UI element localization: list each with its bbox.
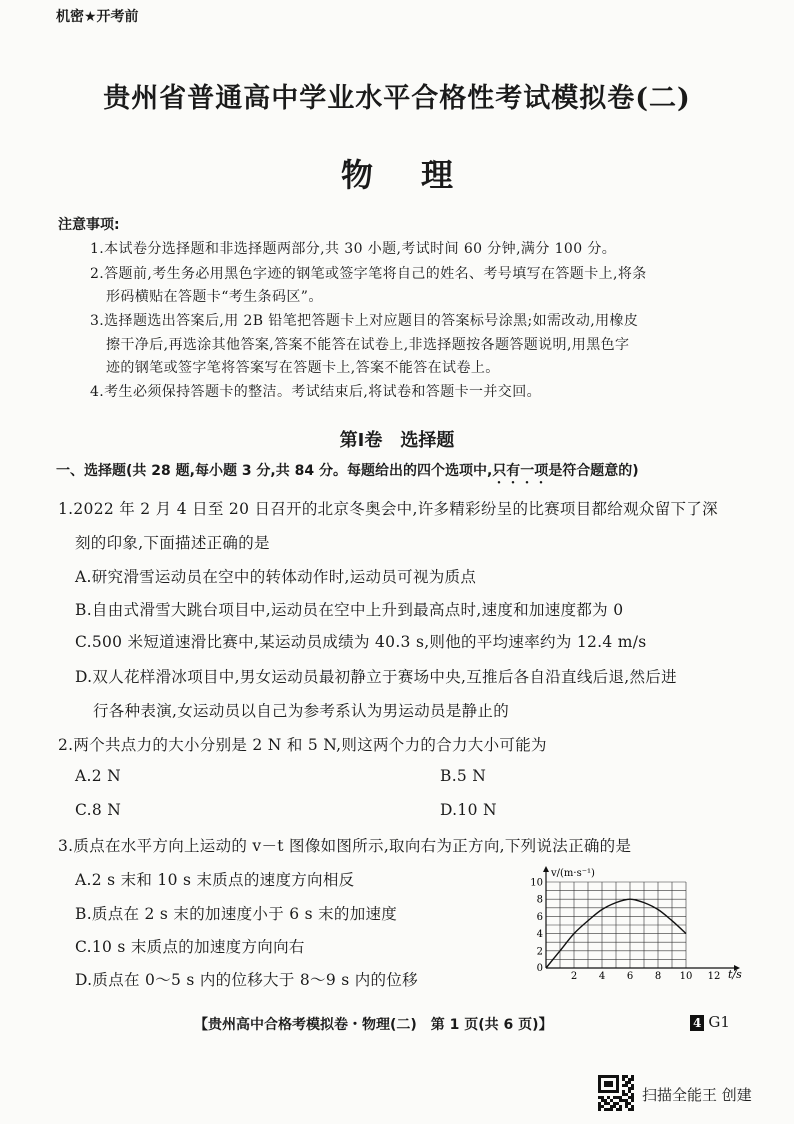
subject-title: 物理: [340, 156, 501, 194]
question-3-stem: 3.质点在水平方向上运动的 v－t 图像如图所示,取向右为正方向,下列说法正确的是: [58, 837, 632, 855]
question-3-option-b: B.质点在 2 s 末的加速度小于 6 s 末的加速度: [75, 905, 398, 923]
x-axis-label: t/s: [728, 968, 742, 980]
question-2-option-d: D.10 N: [440, 801, 497, 819]
section-desc-part: 一、选择题(共 28 题,每小题 3 分,共 84 分。每题给出的四个选项中,: [56, 463, 493, 479]
y-tick-label: 2: [536, 946, 543, 958]
question-2-option-c: C.8 N: [75, 801, 122, 819]
question-1-stem: 1.2022 年 2 月 4 日至 20 日召开的北京冬奥会中,许多精彩纷呈的比赛项目都给观众留下了深: [58, 500, 718, 518]
y-tick-label: 8: [536, 894, 543, 906]
x-tick-label: 8: [654, 971, 662, 980]
section-desc-part: 是符合题意的): [548, 463, 639, 479]
notice-line: 迹的钢笔或签字笔将答案写在答题卡上,答案不能答在试卷上。: [106, 360, 500, 376]
question-1-stem: 刻的印象,下面描述正确的是: [75, 534, 270, 552]
notice-line: 2.答题前,考生务必用黑色字迹的钢笔或签字笔将自己的姓名、考号填写在答题卡上,将条: [90, 266, 647, 282]
question-3-option-d: D.质点在 0～5 s 内的位移大于 8～9 s 内的位移: [75, 971, 418, 989]
exam-title: 贵州省普通高中学业水平合格性考试模拟卷(二): [103, 83, 691, 114]
notice-line: 4.考生必须保持答题卡的整洁。考试结束后,将试卷和答题卡一并交回。: [90, 384, 542, 400]
page-footer: 【贵州高中合格考模拟卷・物理(二) 第 1 页(共 6 页)】: [194, 1017, 553, 1033]
section-description: [56, 460, 639, 487]
notice-line: 1.本试卷分选择题和非选择题两部分,共 30 小题,考试时间 60 分钟,满分 100 分。: [90, 241, 617, 257]
question-1-option-c: C.500 米短道速滑比赛中,某运动员成绩为 40.3 s,则他的平均速率约为 12.4 m/s: [75, 633, 647, 651]
question-2-option-b: B.5 N: [440, 767, 487, 785]
question-2-option-a: A.2 N: [75, 767, 121, 785]
footer-code: [690, 1013, 730, 1031]
confidential-label: 机密★开考前: [56, 9, 139, 25]
x-tick-label: 10: [679, 971, 693, 980]
x-tick-label: 2: [570, 971, 578, 980]
y-axis-arrow-icon: [543, 866, 549, 872]
notice-line: 3.选择题选出答案后,用 2B 铅笔把答题卡上对应题目的答案标号涂黑;如需改动,用橡皮: [90, 313, 639, 329]
section-title: 第Ⅰ卷 选择题: [339, 430, 455, 451]
question-1-option-d: D.双人花样滑冰项目中,男女运动员最初静立于赛场中央,互推后各自沿直线后退,然后进: [75, 668, 677, 686]
notice-line: 形码横贴在答题卡“考生条码区”。: [106, 289, 323, 305]
question-1-option-b: B.自由式滑雪大跳台项目中,运动员在空中上升到最高点时,速度和加速度都为 0: [75, 601, 624, 619]
y-tick-label: 4: [536, 929, 543, 941]
notice-line: 擦干净后,再选涂其他答案,答案不能答在试卷上,非选择题按各题答题说明,用黑色字: [106, 337, 630, 353]
question-3-option-a: A.2 s 末和 10 s 末质点的速度方向相反: [75, 871, 355, 889]
x-tick-label: 4: [598, 971, 606, 980]
notice-heading: 注意事项:: [58, 217, 120, 233]
question-1-option-d: 行各种表演,女运动员以自己为参考系认为男运动员是静止的: [93, 702, 510, 720]
x-tick-label: 12: [707, 971, 721, 980]
code-badge: 4: [690, 1015, 704, 1031]
x-tick-label: 6: [626, 971, 634, 980]
scanner-watermark: 扫描全能王 创建: [642, 1086, 752, 1104]
question-2-stem: 2.两个共点力的大小分别是 2 N 和 5 N,则这两个力的合力大小可能为: [58, 736, 547, 754]
question-3-option-c: C.10 s 末质点的加速度方向向右: [75, 938, 305, 956]
vt-graph: [530, 864, 742, 980]
question-1-option-a: A.研究滑雪运动员在空中的转体动作时,运动员可视为质点: [75, 568, 477, 586]
y-tick-label: 0: [536, 963, 543, 974]
emphasis-text: 只有一项: [492, 463, 549, 479]
y-tick-label: 10: [530, 877, 543, 889]
y-tick-label: 6: [536, 911, 543, 923]
qr-code-icon: [598, 1075, 634, 1111]
y-axis-label: v/(m·s⁻¹): [551, 868, 595, 879]
paper-code: G1: [708, 1013, 730, 1031]
